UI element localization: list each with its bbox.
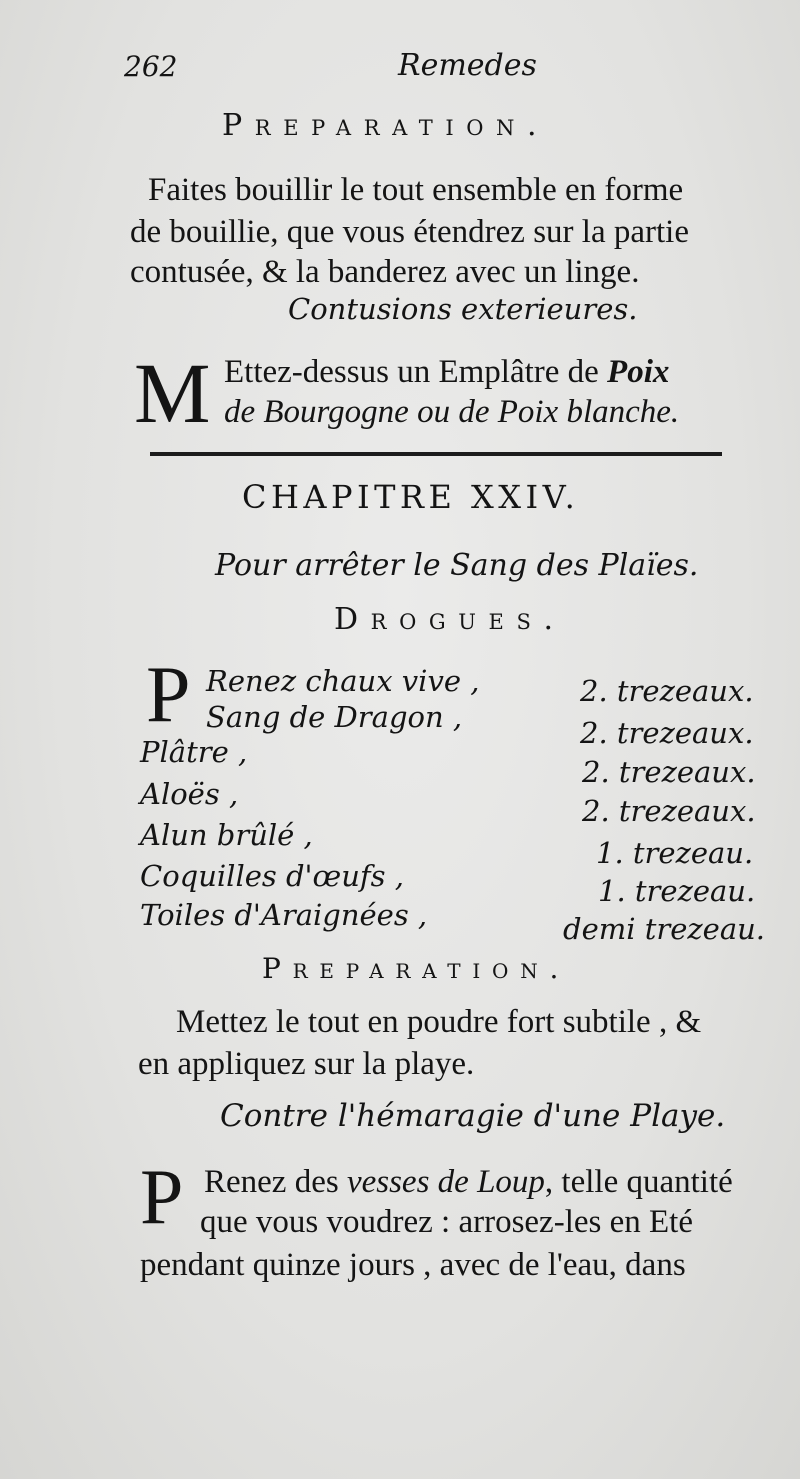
- text-line: que vous voudrez : arrosez-les en Eté: [200, 1204, 693, 1240]
- chapter-subtitle: Pour arrêter le Sang des Plaïes.: [215, 548, 699, 583]
- preparation-heading: Preparation.: [222, 108, 550, 143]
- ingredient-name: Toiles d'Araignées ,: [140, 898, 428, 932]
- text-segment: Ettez-dessus un Emplâtre de: [224, 354, 608, 390]
- page-number: 262: [124, 50, 178, 83]
- ingredient-name: Coquilles d'œufs ,: [140, 859, 404, 893]
- ingredient-dose: 2. trezeaux.: [580, 716, 754, 750]
- drop-capital: M: [134, 345, 211, 441]
- text-line: de bouillie, que vous étendrez sur la partie: [130, 214, 689, 250]
- ingredient-name: Alun brûlé ,: [140, 818, 313, 852]
- ingredient-dose: 2. trezeaux.: [582, 755, 756, 789]
- drop-capital: P: [146, 651, 191, 739]
- running-head: Remedes: [398, 48, 537, 83]
- ingredient-dose: 2. trezeaux.: [580, 674, 754, 708]
- ingredient-name: Plâtre ,: [140, 735, 248, 769]
- section-divider: [150, 452, 722, 456]
- drogues-heading: Drogues.: [334, 602, 566, 637]
- section-subtitle: Contre l'hémaragie d'une Playe.: [220, 1098, 726, 1134]
- section-subtitle: Contusions exterieures.: [288, 292, 638, 326]
- text-segment: , telle quantité: [544, 1164, 733, 1200]
- text-line: de Bourgogne ou de Poix blanche.: [224, 394, 680, 430]
- text-segment: Renez des: [204, 1164, 347, 1200]
- text-line: Mettez le tout en poudre fort subtile , &: [176, 1004, 702, 1040]
- text-line: contusée, & la banderez avec un linge.: [130, 254, 640, 290]
- ingredient-dose: 1. trezeau.: [598, 874, 756, 908]
- ingredient-dose: 1. trezeau.: [596, 836, 754, 870]
- ingredient-name: Aloës ,: [140, 777, 239, 811]
- preparation-heading: Preparation.: [262, 952, 571, 985]
- ingredient-dose: demi trezeau.: [563, 912, 766, 946]
- ingredient-dose: 2. trezeaux.: [582, 794, 756, 828]
- text-line: [224, 350, 669, 394]
- chapter-title: CHAPITRE XXIV.: [242, 478, 580, 516]
- ingredient-name: Renez chaux vive ,: [206, 664, 480, 698]
- drop-capital: P: [140, 1153, 184, 1240]
- ingredient-name: Sang de Dragon ,: [206, 700, 463, 734]
- text-line: Faites bouillir le tout ensemble en forme: [148, 172, 684, 208]
- italic-segment: vesses de Loup: [346, 1164, 545, 1200]
- text-line: en appliquez sur la playe.: [138, 1046, 475, 1082]
- text-line: pendant quinze jours , avec de l'eau, dans: [140, 1247, 686, 1283]
- text-line: [204, 1160, 733, 1204]
- italic-segment: Poix: [607, 354, 670, 390]
